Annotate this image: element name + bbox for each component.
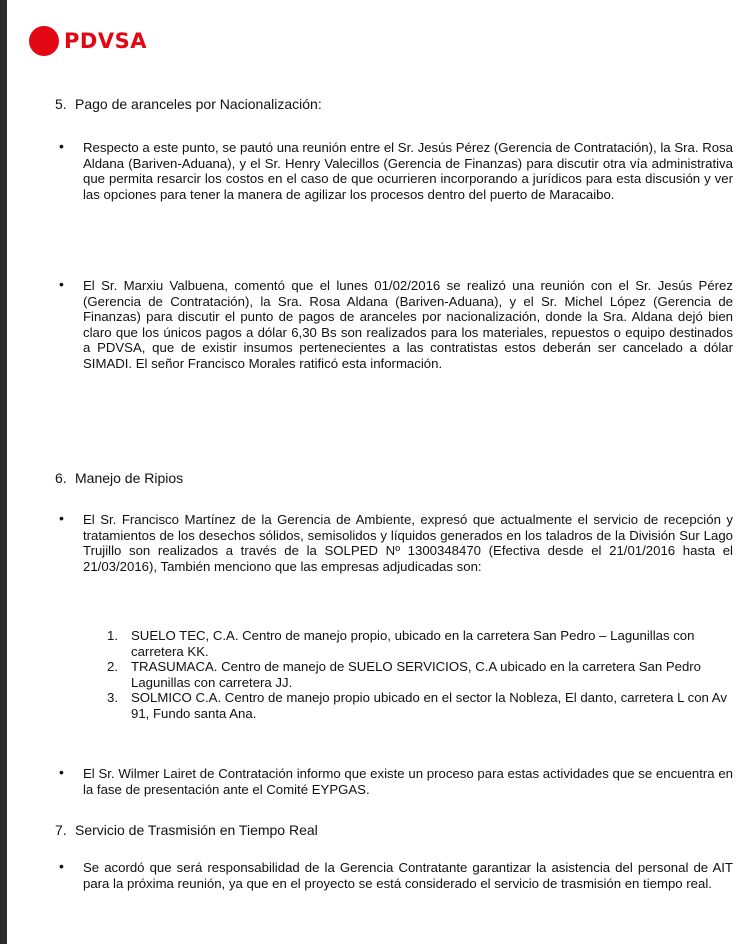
document-page xyxy=(7,0,750,944)
bullet-marker: • xyxy=(59,510,64,526)
pdvsa-logo xyxy=(29,24,147,58)
bullet-marker: • xyxy=(59,858,64,874)
bullet-marker: • xyxy=(59,764,64,780)
section-heading: 5. Pago de aranceles por Nacionalización: xyxy=(55,96,322,112)
paragraph: El Sr. Wilmer Lairet de Contratación informo que existe un proceso para estas actividades que se encuentra en la fase de presentación ante el Comité EYPGAS. xyxy=(83,766,733,797)
bullet-marker: • xyxy=(59,138,64,154)
section-heading: 7. Servicio de Trasmisión en Tiempo Real xyxy=(55,822,318,838)
paragraph: Respecto a este punto, se pautó una reunión entre el Sr. Jesús Pérez (Gerencia de Contratación), la Sra. Rosa Aldana (Bariven-Aduana), y el Sr. Henry Valecillos (Gerencia de Finanzas) para discutir otra vía administrativa que permita resarcir los costos en el caso de que ocurrieren incorporando a jurídicos para esta discusión y ver las opciones para tener la manera de agilizar los procesos dentro del puerto de Maracaibo. xyxy=(83,140,733,202)
companies-list xyxy=(107,628,735,722)
section-heading: 6. Manejo de Ripios xyxy=(55,470,184,486)
paragraph: El Sr. Francisco Martínez de la Gerencia de Ambiente, expresó que actualmente el servicio de recepción y tratamientos de los desechos sólidos, semisolidos y líquidos generados en los taladros de la División Sur Lago Trujillo son realizados a través de la SOLPED Nº 1300348470 (Efectiva desde el 21/01/2016 hasta el 21/03/2016), También menciono que las empresas adjudicadas son: xyxy=(83,512,733,574)
paragraph: El Sr. Marxiu Valbuena, comentó que el lunes 01/02/2016 se realizó una reunión con el Sr. Jesús Pérez (Gerencia de Contratación), la Sra. Rosa Aldana (Bariven-Aduana), y el Sr. Michel López (Gerencia de Finanzas) para discutir el punto de pagos de aranceles por nacionalización, donde la Sra. Aldana dejó bien claro que los únicos pagos a dólar 6,30 Bs son realizados para los materiales, repuestos o equipo destinados a PDVSA, que de existir insumos pertenecientes a las contratistas estos deberán ser cancelado a dólar SIMADI. El señor Francisco Morales ratificó esta información. xyxy=(83,278,733,371)
bullet-marker: • xyxy=(59,276,64,292)
list-item: 3. SOLMICO C.A. Centro de manejo propio ubicado en el sector la Nobleza, El danto, carretera L con Av 91, Fundo santa Ana. xyxy=(107,690,727,721)
list-item: 2. TRASUMACA. Centro de manejo de SUELO SERVICIOS, C.A ubicado en la carretera San Pedro Lagunillas con carretera JJ. xyxy=(107,659,702,690)
paragraph: Se acordó que será responsabilidad de la Gerencia Contratante garantizar la asistencia del personal de AIT para la próxima reunión, ya que en el proyecto se está considerado el servicio de trasmisión en tiempo real. xyxy=(83,860,733,891)
logo-text: PDVSA xyxy=(64,29,147,53)
list-item: 1. SUELO TEC, C.A. Centro de manejo propio, ubicado en la carretera San Pedro – Lagunillas con carretera KK. xyxy=(107,628,695,659)
logo-circle-icon xyxy=(29,26,59,56)
